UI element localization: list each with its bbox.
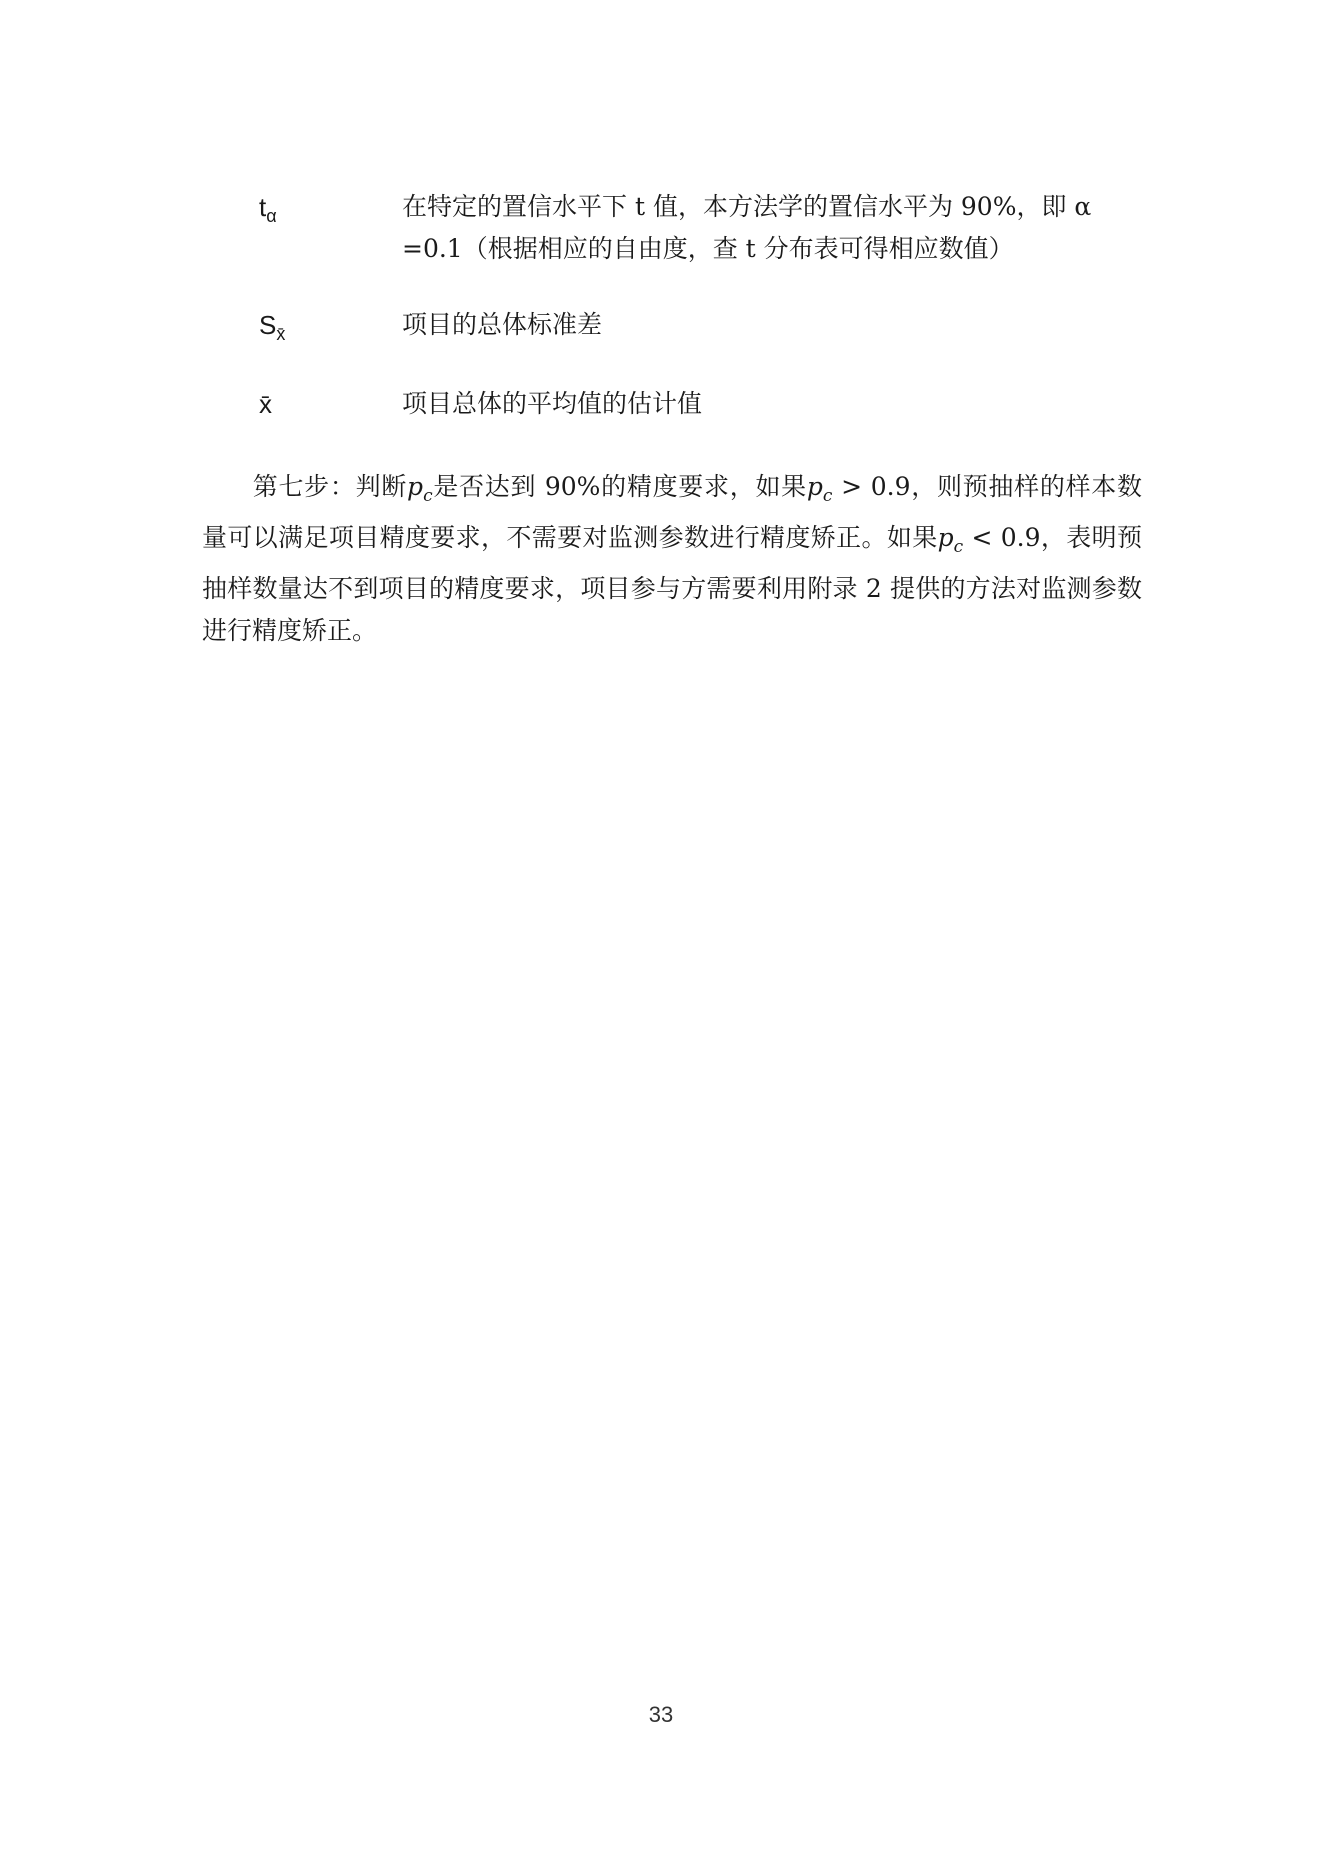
paragraph-text: ，则预抽样的样本数量可以满足项目精度要求，不需要对监测参数进行精度矫正。如果 — [202, 472, 1142, 552]
paragraph-text: ，表明预抽样数量达不到项目的精度要求，项目参与方需要利用附录 2 提供的方法对监测参数进行精度矫正。 — [202, 523, 1142, 645]
symbol-base: x̄ — [259, 389, 272, 419]
symbol-xbar — [259, 383, 402, 428]
step-seven-paragraph — [202, 466, 1142, 652]
symbol-s-xbar — [259, 304, 402, 349]
definition-text: 项目的总体标准差 — [402, 310, 603, 339]
math-pc-greater: $p_c > 0.9$ — [806, 472, 911, 506]
paragraph-text: 是否达到 90%的精度要求，如果 — [432, 472, 807, 501]
symbol-base: S — [259, 310, 277, 340]
symbol-t-alpha — [259, 186, 402, 231]
symbol-subscript: α — [266, 206, 277, 226]
definition-text: 在特定的置信水平下 t 值，本方法学的置信水平为 90%，即 α =0.1（根据相应的自由度，查 t 分布表可得相应数值） — [402, 192, 1092, 263]
symbol-base: t — [259, 192, 267, 222]
page-number: 33 — [648, 1702, 674, 1727]
symbol-definitions — [259, 186, 1125, 428]
definition-row-t-alpha — [259, 186, 1125, 270]
math-pc: $p_c$ — [407, 472, 433, 506]
definition-row-xbar — [259, 383, 1125, 428]
definition-text: 项目总体的平均值的估计值 — [402, 389, 703, 418]
math-pc-less: $p_c < 0.9$ — [937, 523, 1041, 557]
paragraph-text: 第七步：判断 — [252, 472, 408, 501]
symbol-subscript: x̄ — [276, 324, 286, 344]
definition-row-s-xbar — [259, 304, 1125, 349]
